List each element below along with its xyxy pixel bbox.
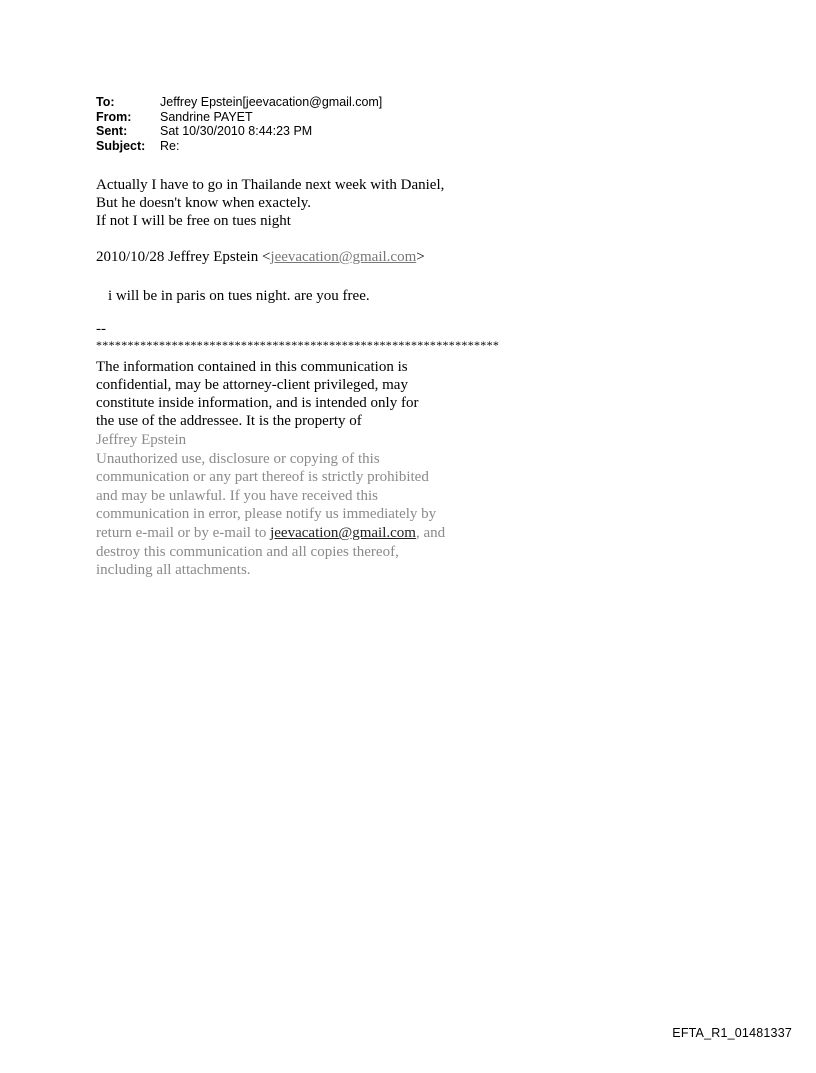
return-prefix: return e-mail or by e-mail to bbox=[96, 524, 271, 541]
quote-intro-suffix: > bbox=[416, 249, 425, 265]
header-subject-row bbox=[96, 139, 382, 154]
sent-label: Sent: bbox=[96, 124, 128, 138]
quoted-message: i will be in paris on tues night. are you free. bbox=[108, 288, 370, 304]
gray-line: Jeffrey Epstein bbox=[96, 432, 187, 448]
subject-label: Subject: bbox=[96, 138, 146, 153]
signature-stars: **************************************************************** bbox=[96, 338, 500, 352]
header-to-row bbox=[96, 95, 382, 110]
quote-intro-prefix: 2010/10/28 Jeffrey Epstein < bbox=[96, 249, 271, 265]
disclaimer-gray-text bbox=[96, 431, 445, 580]
disclaimer-line: The information contained in this communication is bbox=[96, 359, 408, 375]
return-suffix: , and bbox=[415, 524, 446, 541]
to-value: Jeffrey Epstein[jeevacation@gmail.com] bbox=[160, 95, 383, 109]
gray-line: including all attachments. bbox=[96, 562, 251, 579]
return-email-line bbox=[96, 524, 445, 543]
disclaimer-line: the use of the addressee. It is the property of bbox=[96, 413, 362, 429]
quote-email-link[interactable]: jeevacation@gmail.com bbox=[270, 249, 417, 265]
header-from-row bbox=[96, 110, 382, 125]
disclaimer-text bbox=[96, 358, 418, 430]
disclaimer-line: constitute inside information, and is intended only for bbox=[96, 395, 419, 411]
to-label: To: bbox=[96, 95, 115, 109]
return-email-link[interactable]: jeevacation@gmail.com bbox=[270, 524, 416, 541]
quote-intro bbox=[96, 248, 425, 266]
message-line: Actually I have to go in Thailande next week with Daniel, bbox=[96, 177, 445, 193]
gray-line: communication in error, please notify us immediately by bbox=[96, 506, 437, 523]
gray-line: and may be unlawful. If you have received this bbox=[96, 487, 378, 504]
disclaimer-line: confidential, may be attorney-client privileged, may bbox=[96, 377, 408, 393]
gray-line: destroy this communication and all copies thereof, bbox=[96, 543, 399, 560]
message-body bbox=[96, 176, 444, 230]
from-value: Sandrine PAYET bbox=[160, 109, 253, 124]
message-line: But he doesn't know when exactely. bbox=[96, 195, 312, 211]
sent-value: Sat 10/30/2010 8:44:23 PM bbox=[160, 124, 313, 138]
signature-dash: -- bbox=[96, 321, 106, 337]
header-sent-row bbox=[96, 124, 382, 139]
gray-line: Unauthorized use, disclosure or copying of this bbox=[96, 450, 380, 467]
document-id: EFTA_R1_01481337 bbox=[672, 1026, 792, 1040]
gray-line: communication or any part thereof is strictly prohibited bbox=[96, 469, 429, 486]
email-header bbox=[96, 95, 382, 153]
subject-value: Re: bbox=[160, 138, 180, 153]
message-line: If not I will be free on tues night bbox=[96, 213, 291, 229]
from-label: From: bbox=[96, 109, 132, 124]
